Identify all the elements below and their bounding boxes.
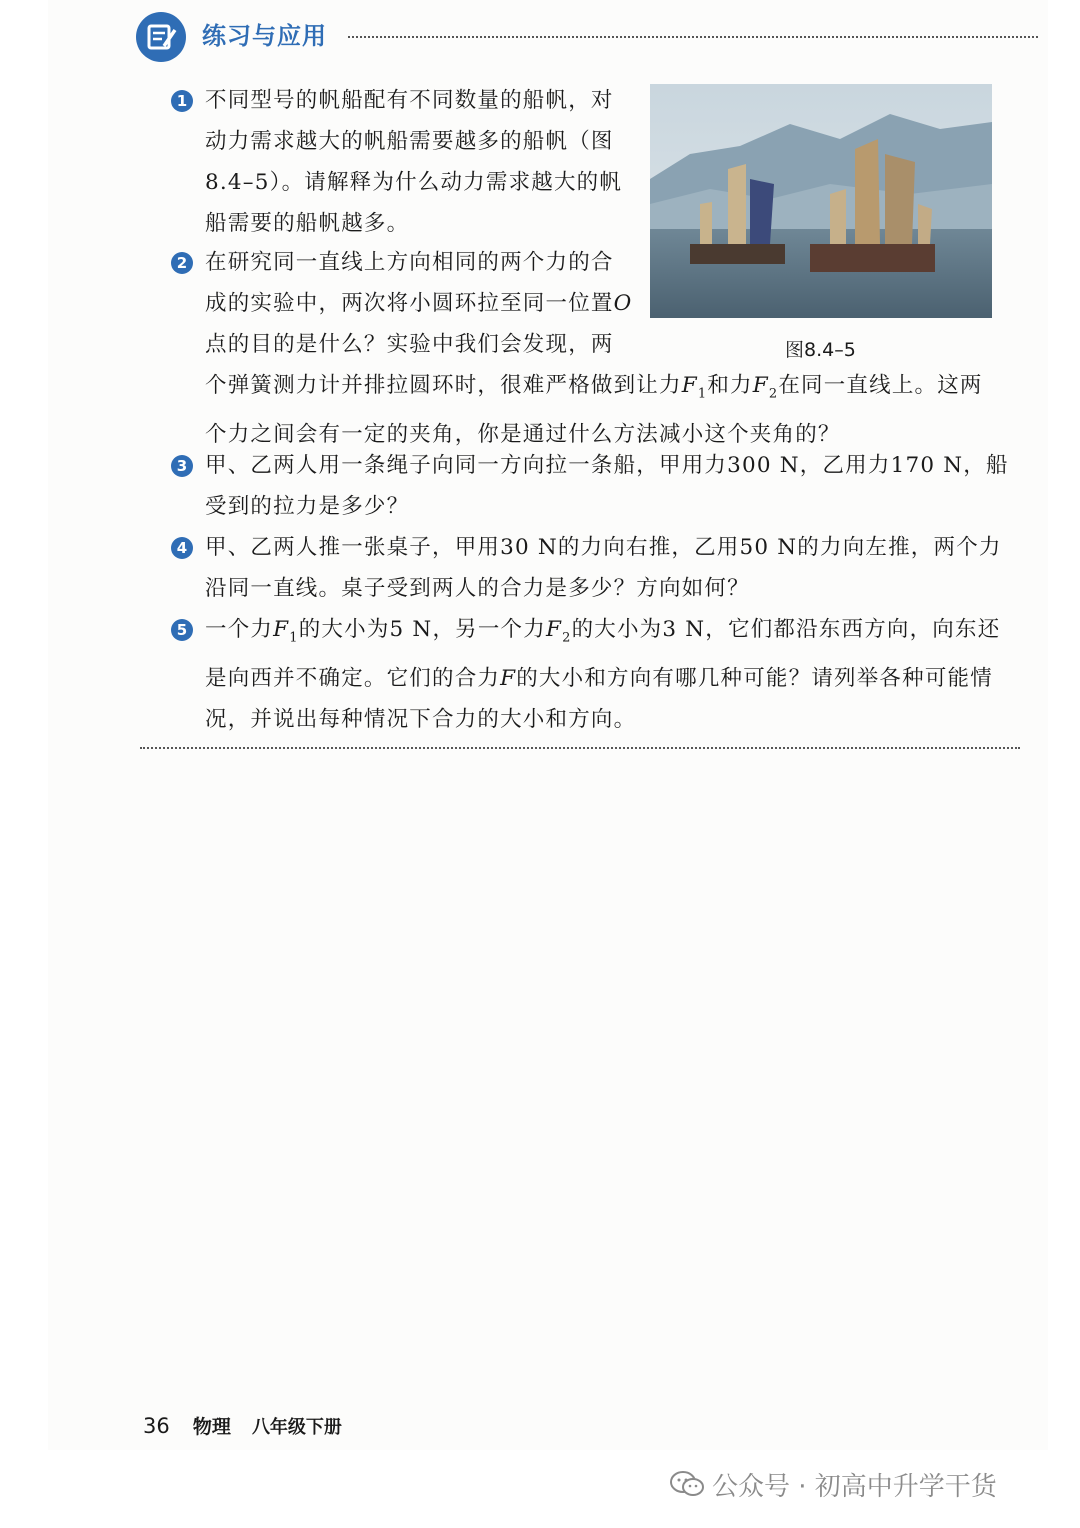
force-symbol: F: [500, 666, 517, 692]
text-span: 成的实验中，两次将小圆环拉至同一位置: [205, 291, 614, 316]
subscript: 1: [289, 630, 299, 646]
question-number-4: 4: [171, 537, 193, 559]
text-line: [205, 609, 1000, 658]
page-footer: [143, 1412, 342, 1439]
text-span: 点的目的是什么？实验中我们会发现，两: [205, 332, 614, 357]
sailing-ships-photo: [650, 84, 992, 318]
point-symbol: O: [613, 291, 633, 316]
text-line: 8.4–5）。请解释为什么动力需求越大的帆: [205, 170, 623, 195]
header-divider: [348, 36, 1038, 38]
text-span: 况，并说出每种情况下合力的大小和方向。: [205, 707, 637, 733]
exercise-icon: [136, 12, 186, 62]
question-1: [205, 80, 622, 244]
text-span: 的大小为3 N，它们都沿东西方向，向东还: [571, 617, 1001, 642]
text-line: 甲、乙两人用一条绳子向同一方向拉一条船，甲用力300 N，乙用力170 N，船: [205, 453, 1009, 478]
text-line: [205, 658, 1000, 699]
page-number: 36: [143, 1414, 170, 1438]
question-number-3: 3: [171, 455, 193, 477]
section-title: 练习与应用: [202, 22, 327, 50]
text-line: 动力需求越大的帆船需要越多的船帆（图: [205, 129, 614, 154]
text-line: [205, 324, 983, 365]
text-line: 不同型号的帆船配有不同数量的船帆，对: [205, 88, 614, 113]
text-span: 和力: [707, 373, 753, 398]
wechat-icon: [670, 1470, 704, 1505]
subscript: 2: [768, 386, 779, 402]
text-span: 的大小和方向有哪几种可能？请列举各种可能情: [516, 666, 993, 692]
text-span: 个力之间会有一定的夹角，你是通过什么方法减小这个夹角的？: [205, 422, 841, 448]
text-span: 个弹簧测力计并排拉圆环时，很难严格做到让力: [205, 373, 682, 398]
text-span: 在研究同一直线上方向相同的两个力的合: [205, 250, 614, 275]
book-title: 物理: [192, 1416, 231, 1438]
question-5: [205, 609, 1000, 740]
text-span: 一个力: [205, 617, 274, 642]
force-symbol: F: [273, 617, 290, 642]
text-span: 是向西并不确定。它们的合力: [205, 666, 501, 692]
text-line: [205, 365, 983, 414]
text-line: 沿同一直线。桌子受到两人的合力是多少？方向如何？: [205, 576, 750, 601]
text-line: 船需要的船帆越多。: [205, 211, 410, 236]
section-header: [130, 6, 1030, 60]
watermark-text: 公众号 · 初高中升学干货: [712, 1472, 997, 1502]
text-span: 在同一直线上。这两: [778, 373, 983, 398]
force-symbol: F: [681, 373, 698, 398]
force-symbol: F: [752, 373, 769, 398]
section-divider: [140, 747, 1020, 749]
question-number-1: 1: [171, 90, 193, 112]
text-line: [205, 699, 1000, 740]
watermark: [670, 1466, 997, 1505]
question-3: [205, 445, 1009, 527]
subscript: 1: [697, 386, 708, 402]
text-span: 的大小为5 N，另一个力: [298, 617, 546, 642]
subscript: 2: [562, 630, 572, 646]
text-line: 受到的拉力是多少？: [205, 494, 410, 519]
question-4: [205, 527, 1002, 609]
force-symbol: F: [545, 617, 563, 642]
grade-label: 八年级下册: [251, 1417, 342, 1438]
question-number-2: 2: [171, 252, 193, 274]
figure-caption: 图8.4–5: [785, 339, 856, 361]
text-line: 甲、乙两人推一张桌子，甲用30 N的力向右推，乙用50 N的力向左推，两个力: [205, 535, 1002, 560]
question-number-5: 5: [171, 619, 193, 641]
